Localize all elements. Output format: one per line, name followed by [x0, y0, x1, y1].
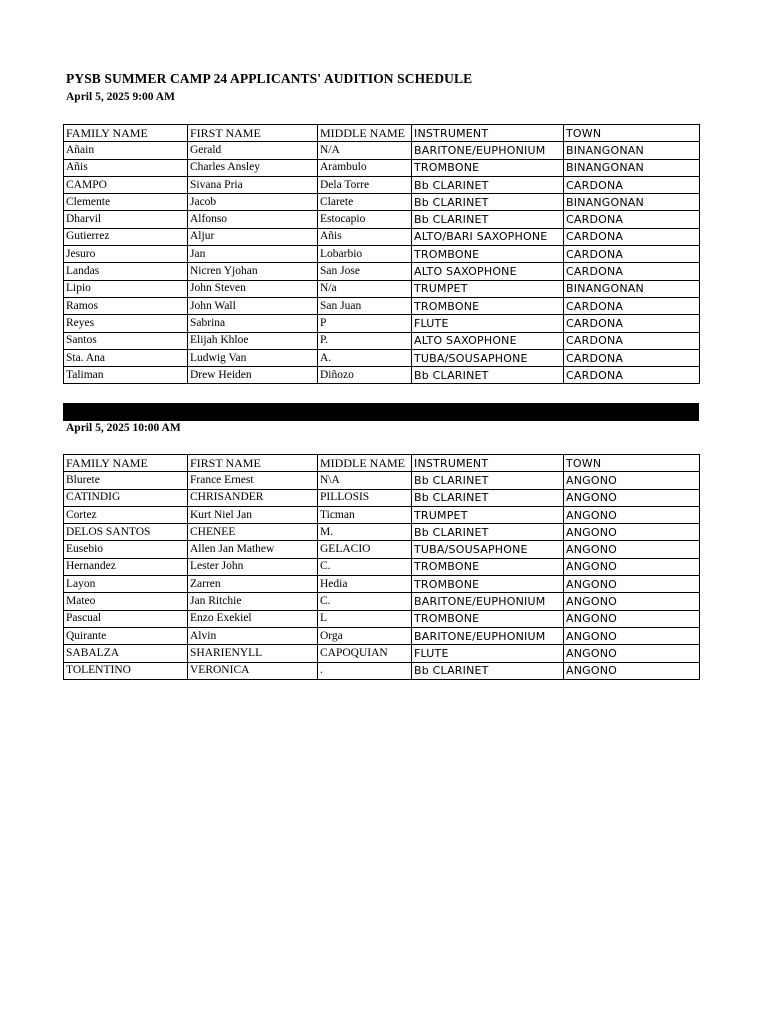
first-name-cell: Enzo Exekiel — [188, 610, 318, 627]
col-header-town: TOWN — [564, 455, 700, 472]
middle-name-cell: Hedia — [318, 576, 412, 593]
town-cell: CARDONA — [564, 349, 700, 366]
instrument-cell: TROMBONE — [412, 576, 564, 593]
instrument-cell: ALTO/BARI SAXOPHONE — [412, 228, 564, 245]
first-name-cell: Kurt Niel Jan — [188, 506, 318, 523]
middle-name-cell: L — [318, 610, 412, 627]
first-name-cell: Sivana Pria — [188, 176, 318, 193]
middle-name-cell: CAPOQUIAN — [318, 645, 412, 662]
town-cell: ANGONO — [564, 576, 700, 593]
middle-name-cell: Dela Torre — [318, 176, 412, 193]
table-row — [64, 662, 700, 679]
table-row — [64, 332, 700, 349]
col-header-family-name: FAMILY NAME — [64, 455, 188, 472]
session-1-datetime: April 5, 2025 9:00 AM — [66, 91, 175, 103]
table-header-row — [64, 455, 700, 472]
instrument-cell: Bb CLARINET — [412, 211, 564, 228]
middle-name-cell: N\A — [318, 472, 412, 489]
town-cell: ANGONO — [564, 662, 700, 679]
middle-name-cell: P. — [318, 332, 412, 349]
first-name-cell: CHENEE — [188, 524, 318, 541]
town-cell: ANGONO — [564, 558, 700, 575]
instrument-cell: BARITONE/EUPHONIUM — [412, 142, 564, 159]
family-name-cell: Quirante — [64, 627, 188, 644]
middle-name-cell: N/a — [318, 280, 412, 297]
instrument-cell: TUBA/SOUSAPHONE — [412, 349, 564, 366]
instrument-cell: TROMBONE — [412, 159, 564, 176]
first-name-cell: Jan — [188, 246, 318, 263]
middle-name-cell: San Jose — [318, 263, 412, 280]
town-cell: ANGONO — [564, 627, 700, 644]
first-name-cell: Aljur — [188, 228, 318, 245]
family-name-cell: Landas — [64, 263, 188, 280]
town-cell: ANGONO — [564, 506, 700, 523]
middle-name-cell: Orga — [318, 627, 412, 644]
town-cell: CARDONA — [564, 367, 700, 384]
instrument-cell: TROMBONE — [412, 297, 564, 314]
table-row — [64, 142, 700, 159]
middle-name-cell: . — [318, 662, 412, 679]
table-row — [64, 349, 700, 366]
table-row — [64, 246, 700, 263]
table-row — [64, 176, 700, 193]
first-name-cell: Alvin — [188, 627, 318, 644]
family-name-cell: TOLENTINO — [64, 662, 188, 679]
instrument-cell: BARITONE/EUPHONIUM — [412, 627, 564, 644]
family-name-cell: Clemente — [64, 194, 188, 211]
table-row — [64, 593, 700, 610]
middle-name-cell: San Juan — [318, 297, 412, 314]
document-title: PYSB SUMMER CAMP 24 APPLICANTS' AUDITION SCHEDULE — [66, 71, 473, 86]
col-header-first-name: FIRST NAME — [188, 125, 318, 142]
schedule-table-session-2 — [63, 454, 700, 680]
table-row — [64, 645, 700, 662]
instrument-cell: Bb CLARINET — [412, 489, 564, 506]
instrument-cell: Bb CLARINET — [412, 662, 564, 679]
table-header-row — [64, 125, 700, 142]
first-name-cell: Jacob — [188, 194, 318, 211]
first-name-cell: John Wall — [188, 297, 318, 314]
first-name-cell: Zarren — [188, 576, 318, 593]
table-row — [64, 558, 700, 575]
middle-name-cell: PILLOSIS — [318, 489, 412, 506]
first-name-cell: Lester John — [188, 558, 318, 575]
town-cell: CARDONA — [564, 228, 700, 245]
family-name-cell: SABALZA — [64, 645, 188, 662]
section-divider-bar — [63, 403, 699, 421]
middle-name-cell: C. — [318, 558, 412, 575]
town-cell: CARDONA — [564, 263, 700, 280]
table-row — [64, 506, 700, 523]
table-row — [64, 211, 700, 228]
town-cell: ANGONO — [564, 524, 700, 541]
first-name-cell: Nicren Yjohan — [188, 263, 318, 280]
first-name-cell: Drew Heiden — [188, 367, 318, 384]
instrument-cell: FLUTE — [412, 315, 564, 332]
table-row — [64, 280, 700, 297]
table-row — [64, 297, 700, 314]
first-name-cell: Jan Ritchie — [188, 593, 318, 610]
middle-name-cell: Diñozo — [318, 367, 412, 384]
first-name-cell: Allen Jan Mathew — [188, 541, 318, 558]
col-header-instrument: INSTRUMENT — [412, 125, 564, 142]
schedule-table-session-1 — [63, 124, 700, 384]
instrument-cell: Bb CLARINET — [412, 176, 564, 193]
town-cell: ANGONO — [564, 472, 700, 489]
middle-name-cell: Clarete — [318, 194, 412, 211]
instrument-cell: TRUMPET — [412, 280, 564, 297]
town-cell: ANGONO — [564, 489, 700, 506]
col-header-middle-name: MIDDLE NAME — [318, 455, 412, 472]
table-row — [64, 541, 700, 558]
table-row — [64, 315, 700, 332]
family-name-cell: Taliman — [64, 367, 188, 384]
instrument-cell: TROMBONE — [412, 558, 564, 575]
instrument-cell: ALTO SAXOPHONE — [412, 263, 564, 280]
col-header-town: TOWN — [564, 125, 700, 142]
middle-name-cell: C. — [318, 593, 412, 610]
instrument-cell: BARITONE/EUPHONIUM — [412, 593, 564, 610]
family-name-cell: CAMPO — [64, 176, 188, 193]
family-name-cell: Layon — [64, 576, 188, 593]
first-name-cell: Sabrina — [188, 315, 318, 332]
family-name-cell: Jesuro — [64, 246, 188, 263]
first-name-cell: SHARIENYLL — [188, 645, 318, 662]
town-cell: BINANGONAN — [564, 159, 700, 176]
family-name-cell: CATINDIG — [64, 489, 188, 506]
first-name-cell: Charles Ansley — [188, 159, 318, 176]
town-cell: CARDONA — [564, 176, 700, 193]
middle-name-cell: P — [318, 315, 412, 332]
town-cell: BINANGONAN — [564, 142, 700, 159]
instrument-cell: Bb CLARINET — [412, 194, 564, 211]
table-row — [64, 627, 700, 644]
first-name-cell: VERONICA — [188, 662, 318, 679]
middle-name-cell: Ticman — [318, 506, 412, 523]
family-name-cell: Hernandez — [64, 558, 188, 575]
table-row — [64, 263, 700, 280]
first-name-cell: John Steven — [188, 280, 318, 297]
town-cell: CARDONA — [564, 211, 700, 228]
middle-name-cell: M. — [318, 524, 412, 541]
family-name-cell: Santos — [64, 332, 188, 349]
instrument-cell: FLUTE — [412, 645, 564, 662]
middle-name-cell: Lobarbio — [318, 246, 412, 263]
first-name-cell: France Ernest — [188, 472, 318, 489]
first-name-cell: Gerald — [188, 142, 318, 159]
town-cell: CARDONA — [564, 332, 700, 349]
table-row — [64, 159, 700, 176]
family-name-cell: Sta. Ana — [64, 349, 188, 366]
middle-name-cell: A. — [318, 349, 412, 366]
family-name-cell: Mateo — [64, 593, 188, 610]
instrument-cell: Bb CLARINET — [412, 524, 564, 541]
family-name-cell: Gutierrez — [64, 228, 188, 245]
instrument-cell: TUBA/SOUSAPHONE — [412, 541, 564, 558]
town-cell: ANGONO — [564, 645, 700, 662]
instrument-cell: TROMBONE — [412, 610, 564, 627]
middle-name-cell: Arambulo — [318, 159, 412, 176]
town-cell: CARDONA — [564, 246, 700, 263]
table-row — [64, 489, 700, 506]
family-name-cell: DELOS SANTOS — [64, 524, 188, 541]
family-name-cell: Reyes — [64, 315, 188, 332]
col-header-middle-name: MIDDLE NAME — [318, 125, 412, 142]
town-cell: ANGONO — [564, 610, 700, 627]
family-name-cell: Añain — [64, 142, 188, 159]
family-name-cell: Blurete — [64, 472, 188, 489]
family-name-cell: Ramos — [64, 297, 188, 314]
instrument-cell: Bb CLARINET — [412, 472, 564, 489]
col-header-family-name: FAMILY NAME — [64, 125, 188, 142]
table-row — [64, 367, 700, 384]
town-cell: ANGONO — [564, 541, 700, 558]
session-2-datetime: April 5, 2025 10:00 AM — [66, 422, 181, 434]
instrument-cell: TROMBONE — [412, 246, 564, 263]
table-row — [64, 228, 700, 245]
middle-name-cell: Estocapio — [318, 211, 412, 228]
table-row — [64, 576, 700, 593]
instrument-cell: TRUMPET — [412, 506, 564, 523]
table-row — [64, 610, 700, 627]
family-name-cell: Lipio — [64, 280, 188, 297]
middle-name-cell: GELACIO — [318, 541, 412, 558]
col-header-instrument: INSTRUMENT — [412, 455, 564, 472]
middle-name-cell: N/A — [318, 142, 412, 159]
town-cell: ANGONO — [564, 593, 700, 610]
first-name-cell: Elijah Khloe — [188, 332, 318, 349]
family-name-cell: Dharvil — [64, 211, 188, 228]
instrument-cell: ALTO SAXOPHONE — [412, 332, 564, 349]
family-name-cell: Pascual — [64, 610, 188, 627]
col-header-first-name: FIRST NAME — [188, 455, 318, 472]
town-cell: BINANGONAN — [564, 280, 700, 297]
family-name-cell: Añis — [64, 159, 188, 176]
middle-name-cell: Añis — [318, 228, 412, 245]
table-row — [64, 524, 700, 541]
table-row — [64, 194, 700, 211]
first-name-cell: CHRISANDER — [188, 489, 318, 506]
town-cell: BINANGONAN — [564, 194, 700, 211]
instrument-cell: Bb CLARINET — [412, 367, 564, 384]
first-name-cell: Alfonso — [188, 211, 318, 228]
family-name-cell: Cortez — [64, 506, 188, 523]
table-row — [64, 472, 700, 489]
family-name-cell: Eusebio — [64, 541, 188, 558]
first-name-cell: Ludwig Van — [188, 349, 318, 366]
town-cell: CARDONA — [564, 297, 700, 314]
town-cell: CARDONA — [564, 315, 700, 332]
